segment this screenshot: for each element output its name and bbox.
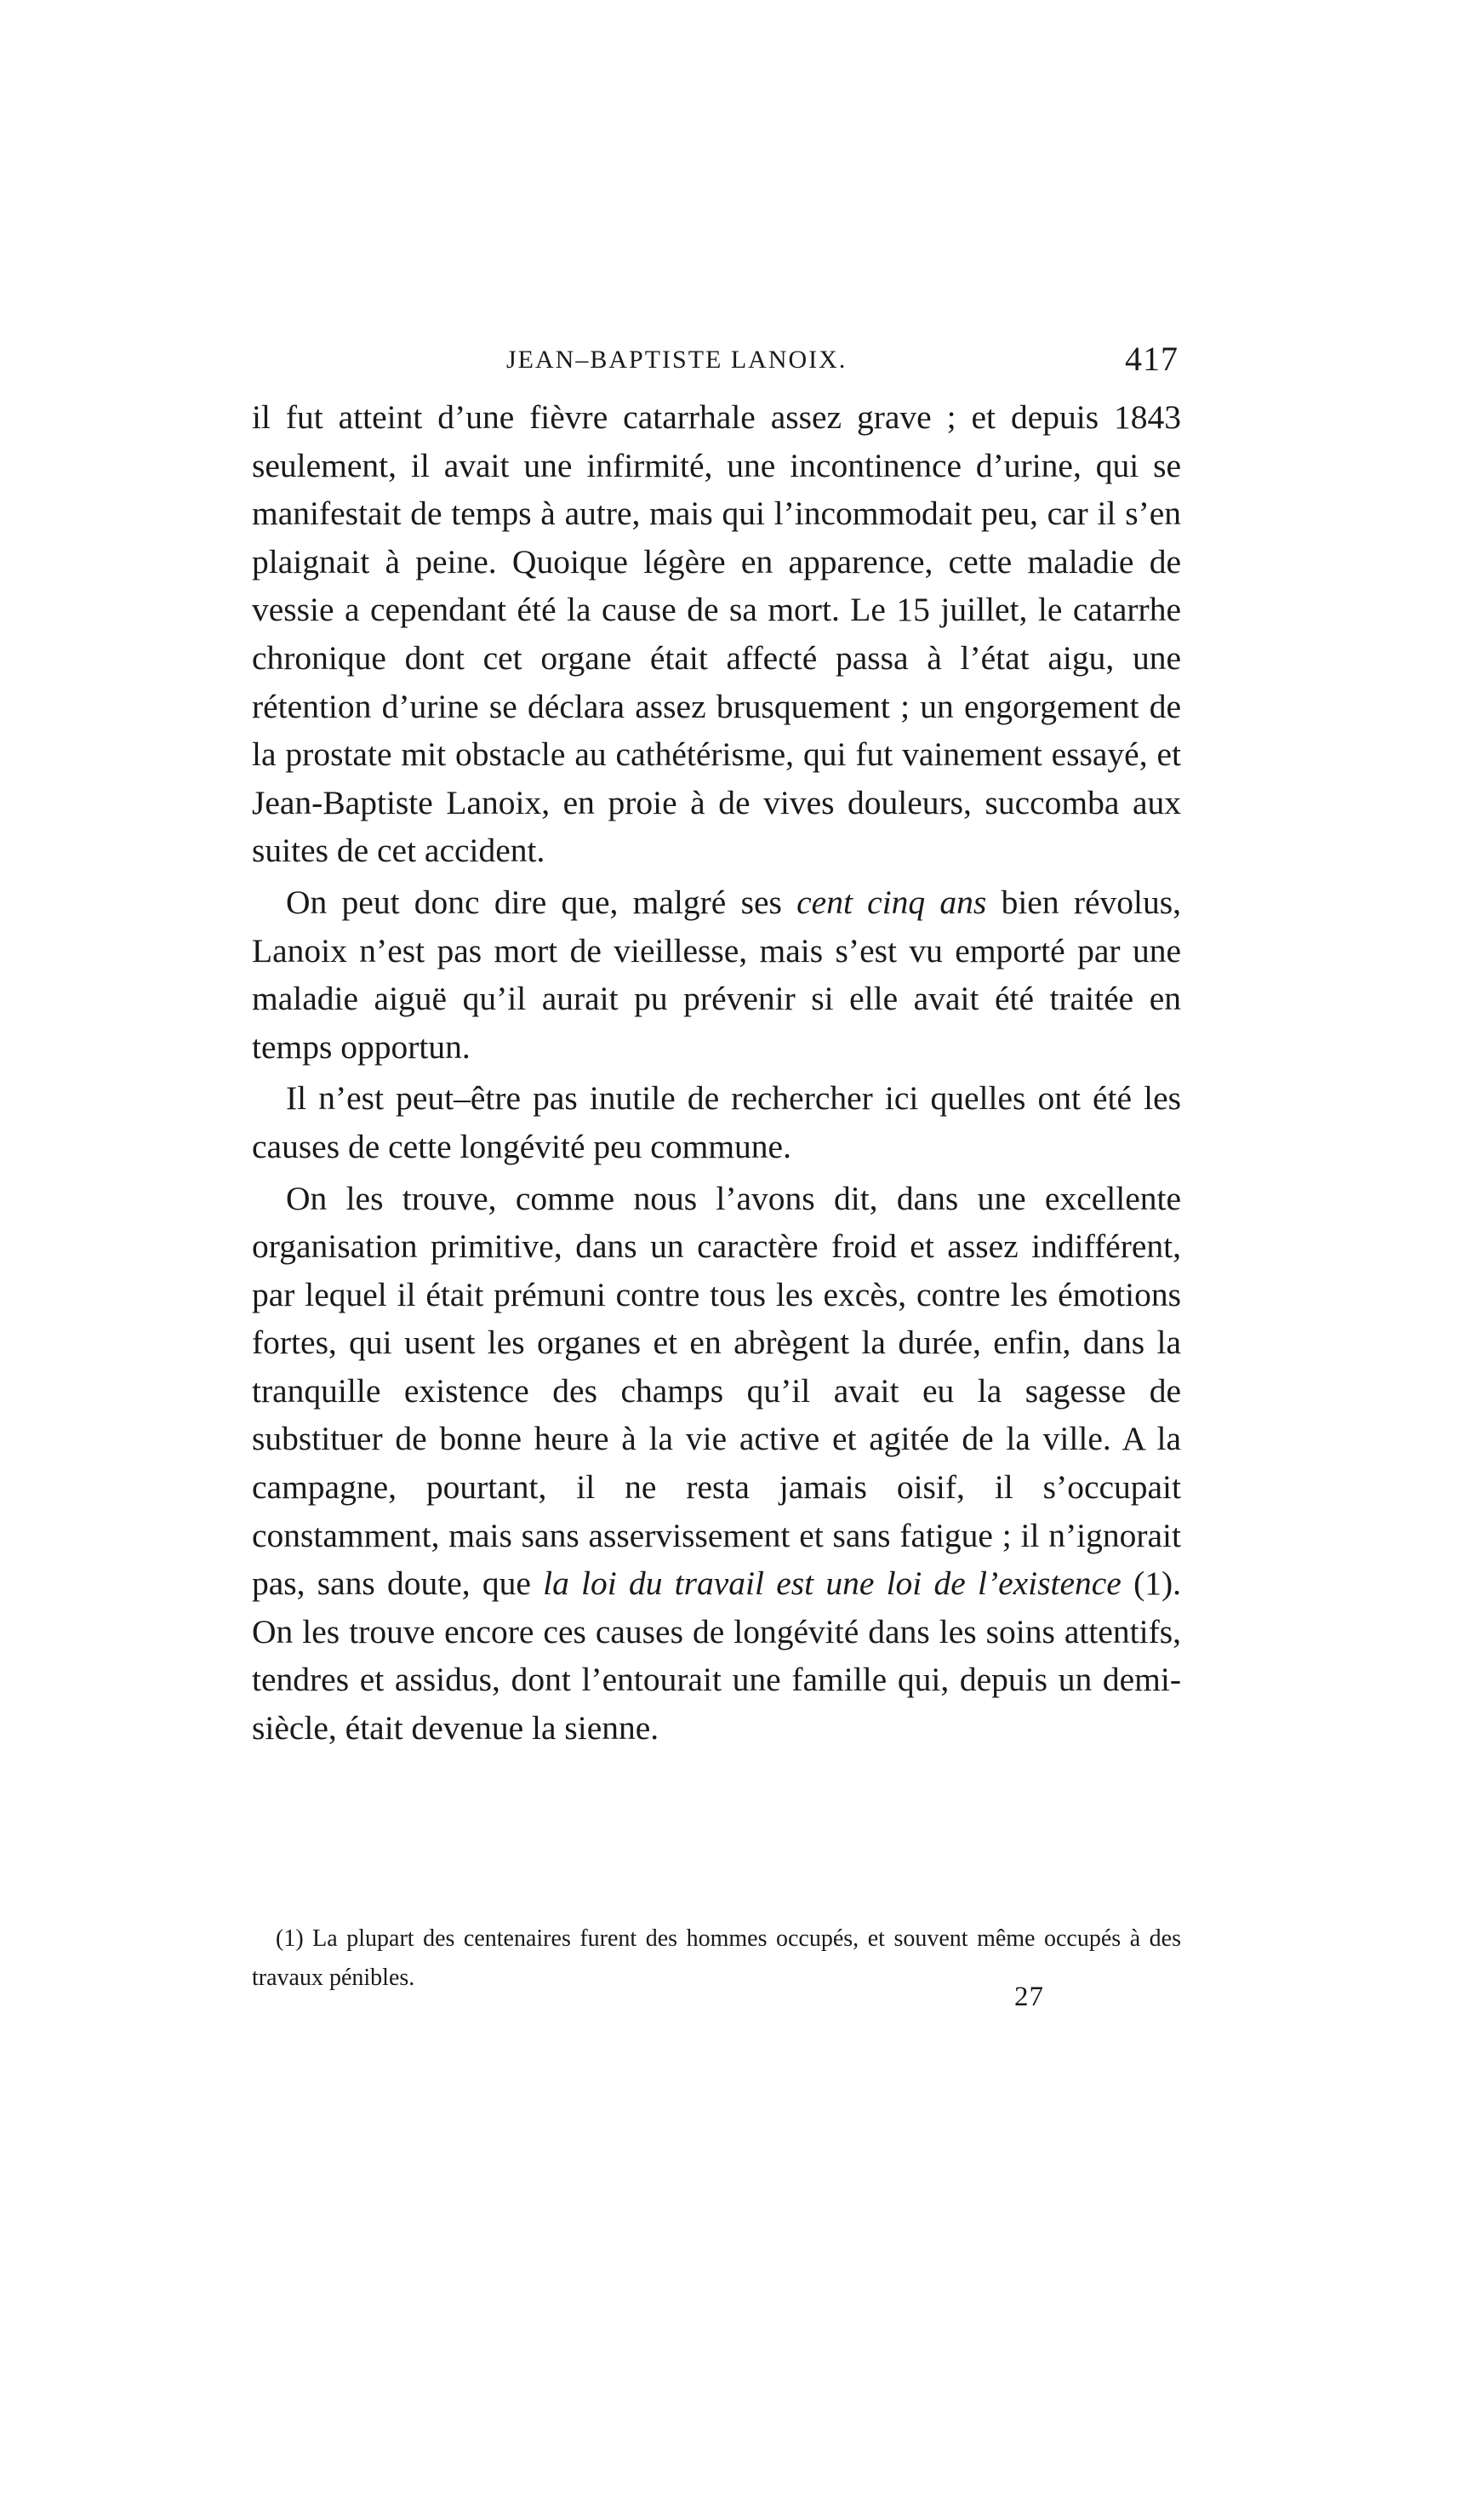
paragraph-4-end: (1). On les trouve encore ces causes de longévité dans les soins attentifs, tendres et assidus, dont l’entourait une famille qui, depuis un demi-siècle, était devenue la sienne.	[252, 1564, 1181, 1747]
paragraph-2	[252, 878, 1181, 1071]
paragraph-1: il fut atteint d’une fièvre catarrhale assez grave ; et depuis 1843 seulement, il avait une infirmité, une incontinence d’urine, qui se manifestait de temps à autre, mais qui l’incommodait peu, car il s’en plaignait à peine. Quoique légère en apparence, cette maladie de vessie a cependant été la cause de sa mort. Le 15 juillet, le catarrhe chronique dont cet organe était affecté passa à l’état aigu, une rétention d’urine se déclara assez brusquement ; un engorgement de la prostate mit obstacle au cathétérisme, qui fut vainement essayé, et Jean-Baptiste Lanoix, en proie à de vives douleurs, succomba aux suites de cet accident.	[252, 398, 1181, 870]
running-head	[251, 339, 1179, 390]
footnote: (1) La plupart des centenaires furent des hommes occupés, et souvent même occupés à des travaux pénibles.	[252, 1925, 1181, 1991]
page-number: 417	[1125, 340, 1179, 378]
paragraph-2-emphasis: cent cinq ans	[796, 883, 987, 921]
running-title: JEAN–BAPTISTE LANOIX.	[506, 346, 848, 374]
paragraph-2-end: bien révolus, Lanoix n’est pas mort de vieillesse, mais s’est vu emporté par une maladie aiguë qu’il aurait pu prévenir si elle avait été traitée en temps opportun.	[252, 883, 1181, 1066]
paragraph-4-emphasis: la loi du travail est une loi de l’existence	[543, 1564, 1122, 1603]
paragraph-3: Il n’est peut–être pas inutile de rechercher ici quelles ont été les causes de cette longévité peu commune.	[252, 1079, 1181, 1165]
paragraph-4-start: On les trouve, comme nous l’avons dit, dans une excellente organisation primitive, dans un caractère froid et assez indifférent, par lequel il était prémuni contre tous les excès, contre les émotions fortes, qui usent les organes et en abrègent la durée, enfin, dans la tranquille existence des champs qu’il avait eu la sagesse de substituer de bonne heure à la vie active et agitée de la ville. A la campagne, pourtant, il ne resta jamais oisif, il s’occupait constamment, mais sans asservissement et sans fatigue ; il n’ignorait pas, sans doute, que	[252, 1179, 1181, 1603]
paragraph-2-start: On peut donc dire que, malgré ses	[286, 883, 797, 921]
paragraph-4	[252, 1175, 1181, 1753]
printer-signature-mark: 27	[1014, 1982, 1044, 2012]
body-text	[252, 393, 1181, 1756]
